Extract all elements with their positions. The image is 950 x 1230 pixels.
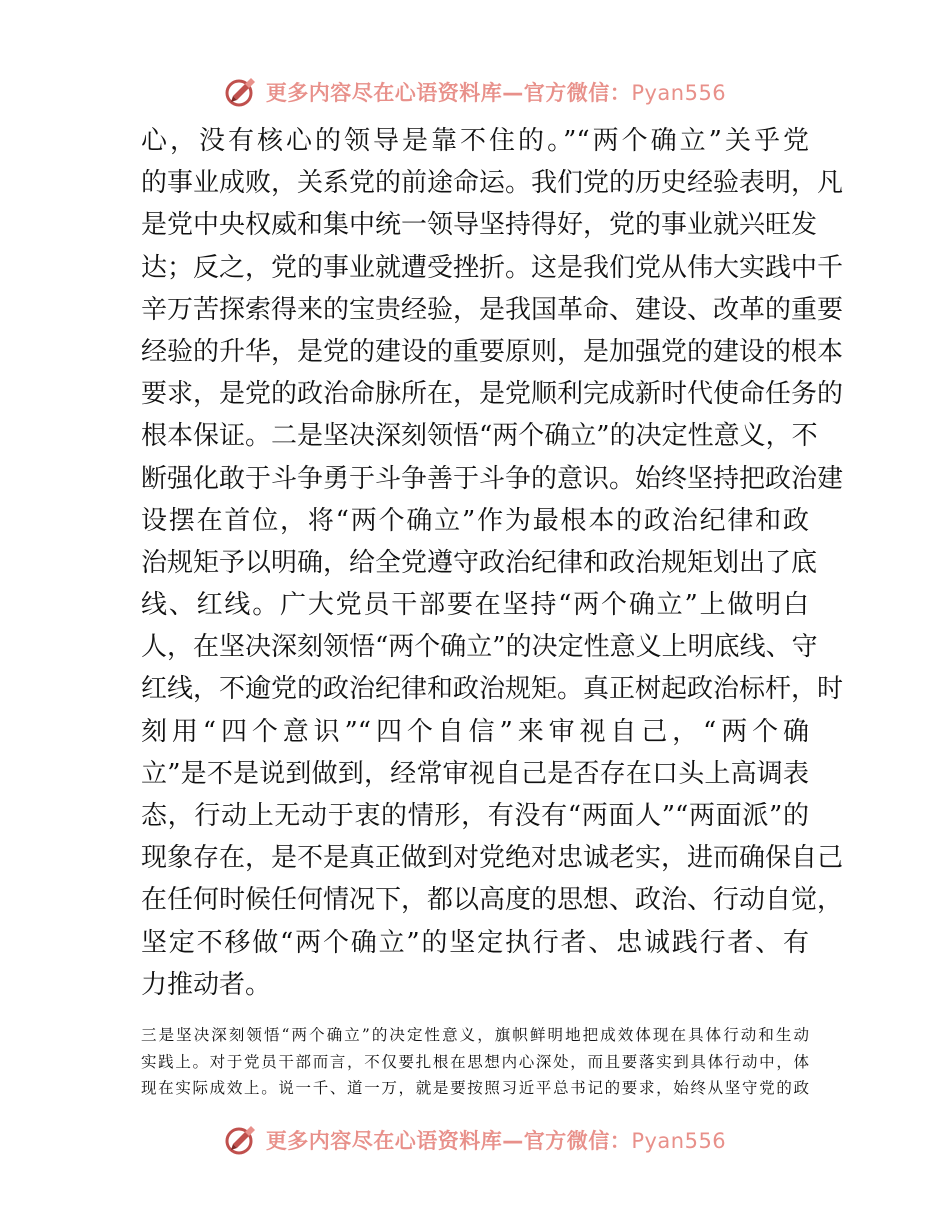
text-line: 在任何时候任何情况下，都以高度的思想、政治、行动自觉，: [141, 885, 844, 916]
header-watermark: [0, 72, 950, 112]
text-line: 刻用“四个意识”“四个自信”来审视自己，“两个确: [141, 716, 809, 747]
main-paragraph: [141, 120, 844, 1006]
text-line: 是党中央权威和集中统一领导坚持得好，党的事业就兴旺发: [141, 210, 818, 241]
watermark-text: 更多内容尽在心语资料库—官方微信：Pyan556: [265, 1129, 727, 1153]
text-line: 根本保证。二是坚决深刻领悟“两个确立”的决定性意义，不: [141, 421, 818, 452]
text-line: 现象存在，是不是真正做到对党绝对忠诚老实，进而确保自己: [141, 843, 844, 874]
footer-watermark: [0, 1120, 950, 1160]
text-line: 态，行动上无动于衷的情形，有没有“两面人”“两面派”的: [141, 801, 809, 831]
text-line: 红线，不逾党的政治纪律和政治规矩。真正树起政治标杆，时: [141, 674, 844, 705]
text-line: 设摆在首位，将“两个确立”作为最根本的政治纪律和政: [141, 505, 809, 536]
small-text-line: 实践上。对于党员干部而言，不仅要扎根在思想内心深处，而且要落实到具体行动中，体: [141, 1052, 809, 1071]
watermark-text: 更多内容尽在心语资料库—官方微信：Pyan556: [265, 81, 727, 105]
continuation-paragraph: [141, 1022, 809, 1102]
text-line: 断强化敢于斗争勇于斗争善于斗争的意识。始终坚持把政治建: [141, 463, 844, 494]
text-line: 人，在坚决深刻领悟“两个确立”的决定性意义上明底线、守: [141, 632, 818, 663]
text-line: 的事业成败，关系党的前途命运。我们党的历史经验表明，凡: [141, 168, 844, 199]
text-line: 线、红线。广大党员干部要在坚持“两个确立”上做明白: [141, 590, 809, 621]
pen-tablet-logo-icon: [224, 74, 260, 110]
text-line: 心，没有核心的领导是靠不住的。”“两个确立”关乎党: [141, 126, 809, 156]
text-line-last: 力推动者。: [141, 969, 272, 1000]
text-line: 要求，是党的政治命脉所在，是党顺利完成新时代使命任务的: [141, 379, 844, 410]
text-line: 辛万苦探索得来的宝贵经验，是我国革命、建设、改革的重要: [141, 294, 844, 325]
text-line: 达；反之，党的事业就遭受挫折。这是我们党从伟大实践中千: [141, 252, 844, 283]
pen-tablet-logo-icon: [224, 1122, 260, 1158]
text-line: 治规矩予以明确，给全党遵守政治纪律和政治规矩划出了底: [141, 547, 818, 578]
small-text-line: 现在实际成效上。说一千、道一万，就是要按照习近平总书记的要求，始终从坚守党的政: [141, 1079, 809, 1097]
text-line: 立”是不是说到做到，经常审视自己是否存在口头上高调表: [141, 758, 809, 789]
text-line: 经验的升华，是党的建设的重要原则，是加强党的建设的根本: [141, 336, 844, 367]
text-line: 坚定不移做“两个确立”的坚定执行者、忠诚践行者、有: [141, 927, 809, 958]
small-text-line: 三是坚决深刻领悟“两个确立”的决定性意义，旗帜鲜明地把成效体现在具体行动和生动: [141, 1026, 809, 1044]
